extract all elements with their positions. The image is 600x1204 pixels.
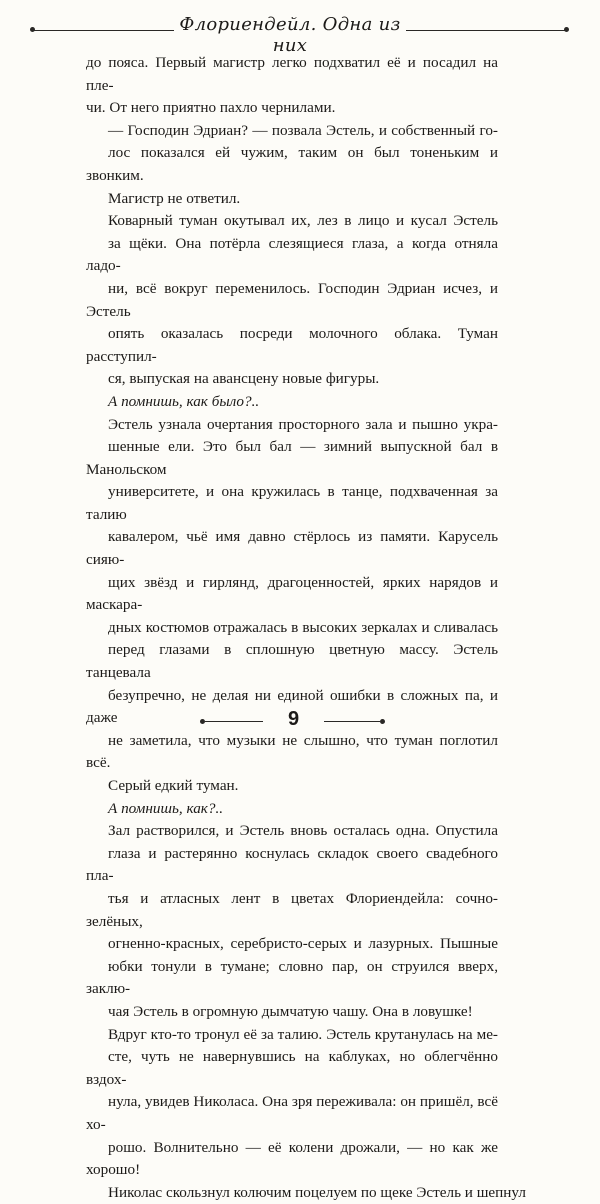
header-ornament-dot xyxy=(30,27,35,32)
text-line: юбки тонули в тумане; словно пар, он струился вверх, заклю- xyxy=(86,957,498,998)
italic-paragraph xyxy=(86,798,498,821)
text-line: ни, всё вокруг переменилось. Господин Эдриан исчез, и Эстель xyxy=(86,279,498,320)
text-line: ся, выпуская на авансцену новые фигуры. xyxy=(108,370,380,388)
text-line: сте, чуть не навернувшись на каблуках, но облегчённо вздох- xyxy=(86,1048,498,1088)
italic-paragraph xyxy=(86,391,498,414)
running-header xyxy=(0,10,600,56)
text-line: Серый едкий туман. xyxy=(108,777,239,794)
text-line: Зал растворился, и Эстель вновь осталась одна. Опустила xyxy=(108,822,498,840)
text-line: дных костюмов отражалась в высоких зеркалах и сливалась xyxy=(108,618,498,636)
text-line: за щёки. Она потёрла слезящиеся глаза, а когда отняла ладо- xyxy=(86,234,498,275)
paragraph xyxy=(86,52,498,120)
text-line: не заметила, что музыки не слышно, что туман поглотил всё. xyxy=(86,731,498,772)
page-number: 9 xyxy=(287,708,300,730)
text-line: опять оказалась посреди молочного облака. Туман расступил- xyxy=(86,325,498,365)
text-line: А помнишь, как?.. xyxy=(108,799,224,817)
paragraph xyxy=(86,414,498,798)
footer-ornament-dot xyxy=(380,719,385,724)
text-line: Вдруг кто-то тронул её за талию. Эстель крутанулась на ме- xyxy=(108,1025,498,1043)
body-text xyxy=(86,52,526,1204)
running-header-title: Флориендейл. Одна из них xyxy=(179,14,401,56)
text-line: Коварный туман окутывал их, лез в лицо и кусал Эстель xyxy=(108,212,498,230)
text-line: тья и атласных лент в цветах Флориендейла: сочно-зелёных, xyxy=(86,889,498,930)
paragraph xyxy=(86,120,498,210)
text-line: огненно-красных, серебристо-серых и лазурных. Пышные xyxy=(108,935,498,953)
header-ornament-dot xyxy=(564,27,569,32)
text-line: до пояса. Первый магистр легко подхватил её и посадил на пле- xyxy=(86,54,498,94)
text-line: Эстель узнала очертания просторного зала и пышно укра- xyxy=(108,415,498,433)
paragraph xyxy=(86,820,498,1023)
text-line: лос показался ей чужим, таким он был тоненьким и звонким. xyxy=(86,144,498,184)
text-line: Магистр не ответил. xyxy=(108,189,241,207)
text-line: перед глазами в сплошную цветную массу. Эстель танцевала xyxy=(86,641,498,682)
text-line: чая Эстель в огромную дымчатую чашу. Она в ловушке! xyxy=(108,1002,473,1020)
text-line: чи. От него приятно пахло чернилами. xyxy=(86,99,336,117)
text-line: кавалером, чьё имя давно стёрлось из памяти. Карусель сияю- xyxy=(86,528,498,569)
header-rule-right xyxy=(406,30,566,31)
header-rule-left xyxy=(34,30,174,31)
text-line: щих звёзд и гирлянд, драгоценностей, ярких нарядов и маскара- xyxy=(86,573,498,614)
paragraph xyxy=(86,210,498,391)
text-line: Николас скользнул колючим поцелуем по щеке Эстель и шепнул xyxy=(108,1183,526,1201)
text-line: безупречно, не делая ни единой ошибки в сложных па, и даже xyxy=(86,686,498,727)
text-line: шенные ели. Это был бал — зимний выпускной бал в Манольском xyxy=(86,438,498,478)
text-line: рошо. Волнительно — её колени дрожали, — но как же хорошо! xyxy=(86,1138,498,1179)
text-line: — Господин Эдриан? — позвала Эстель, и собственный го- xyxy=(108,121,498,139)
footer-rule-right xyxy=(324,721,380,722)
page-footer xyxy=(0,706,600,736)
paragraph xyxy=(86,1024,526,1204)
text-line: университете, и она кружилась в танце, подхваченная за талию xyxy=(86,483,498,523)
text-line: А помнишь, как было?.. xyxy=(108,392,260,410)
text-line: нула, увидев Николаса. Она зря переживала: он пришёл, всё хо- xyxy=(86,1093,498,1133)
text-line: глаза и растерянно коснулась складок своего свадебного пла- xyxy=(86,844,498,885)
footer-rule-left xyxy=(205,721,263,722)
